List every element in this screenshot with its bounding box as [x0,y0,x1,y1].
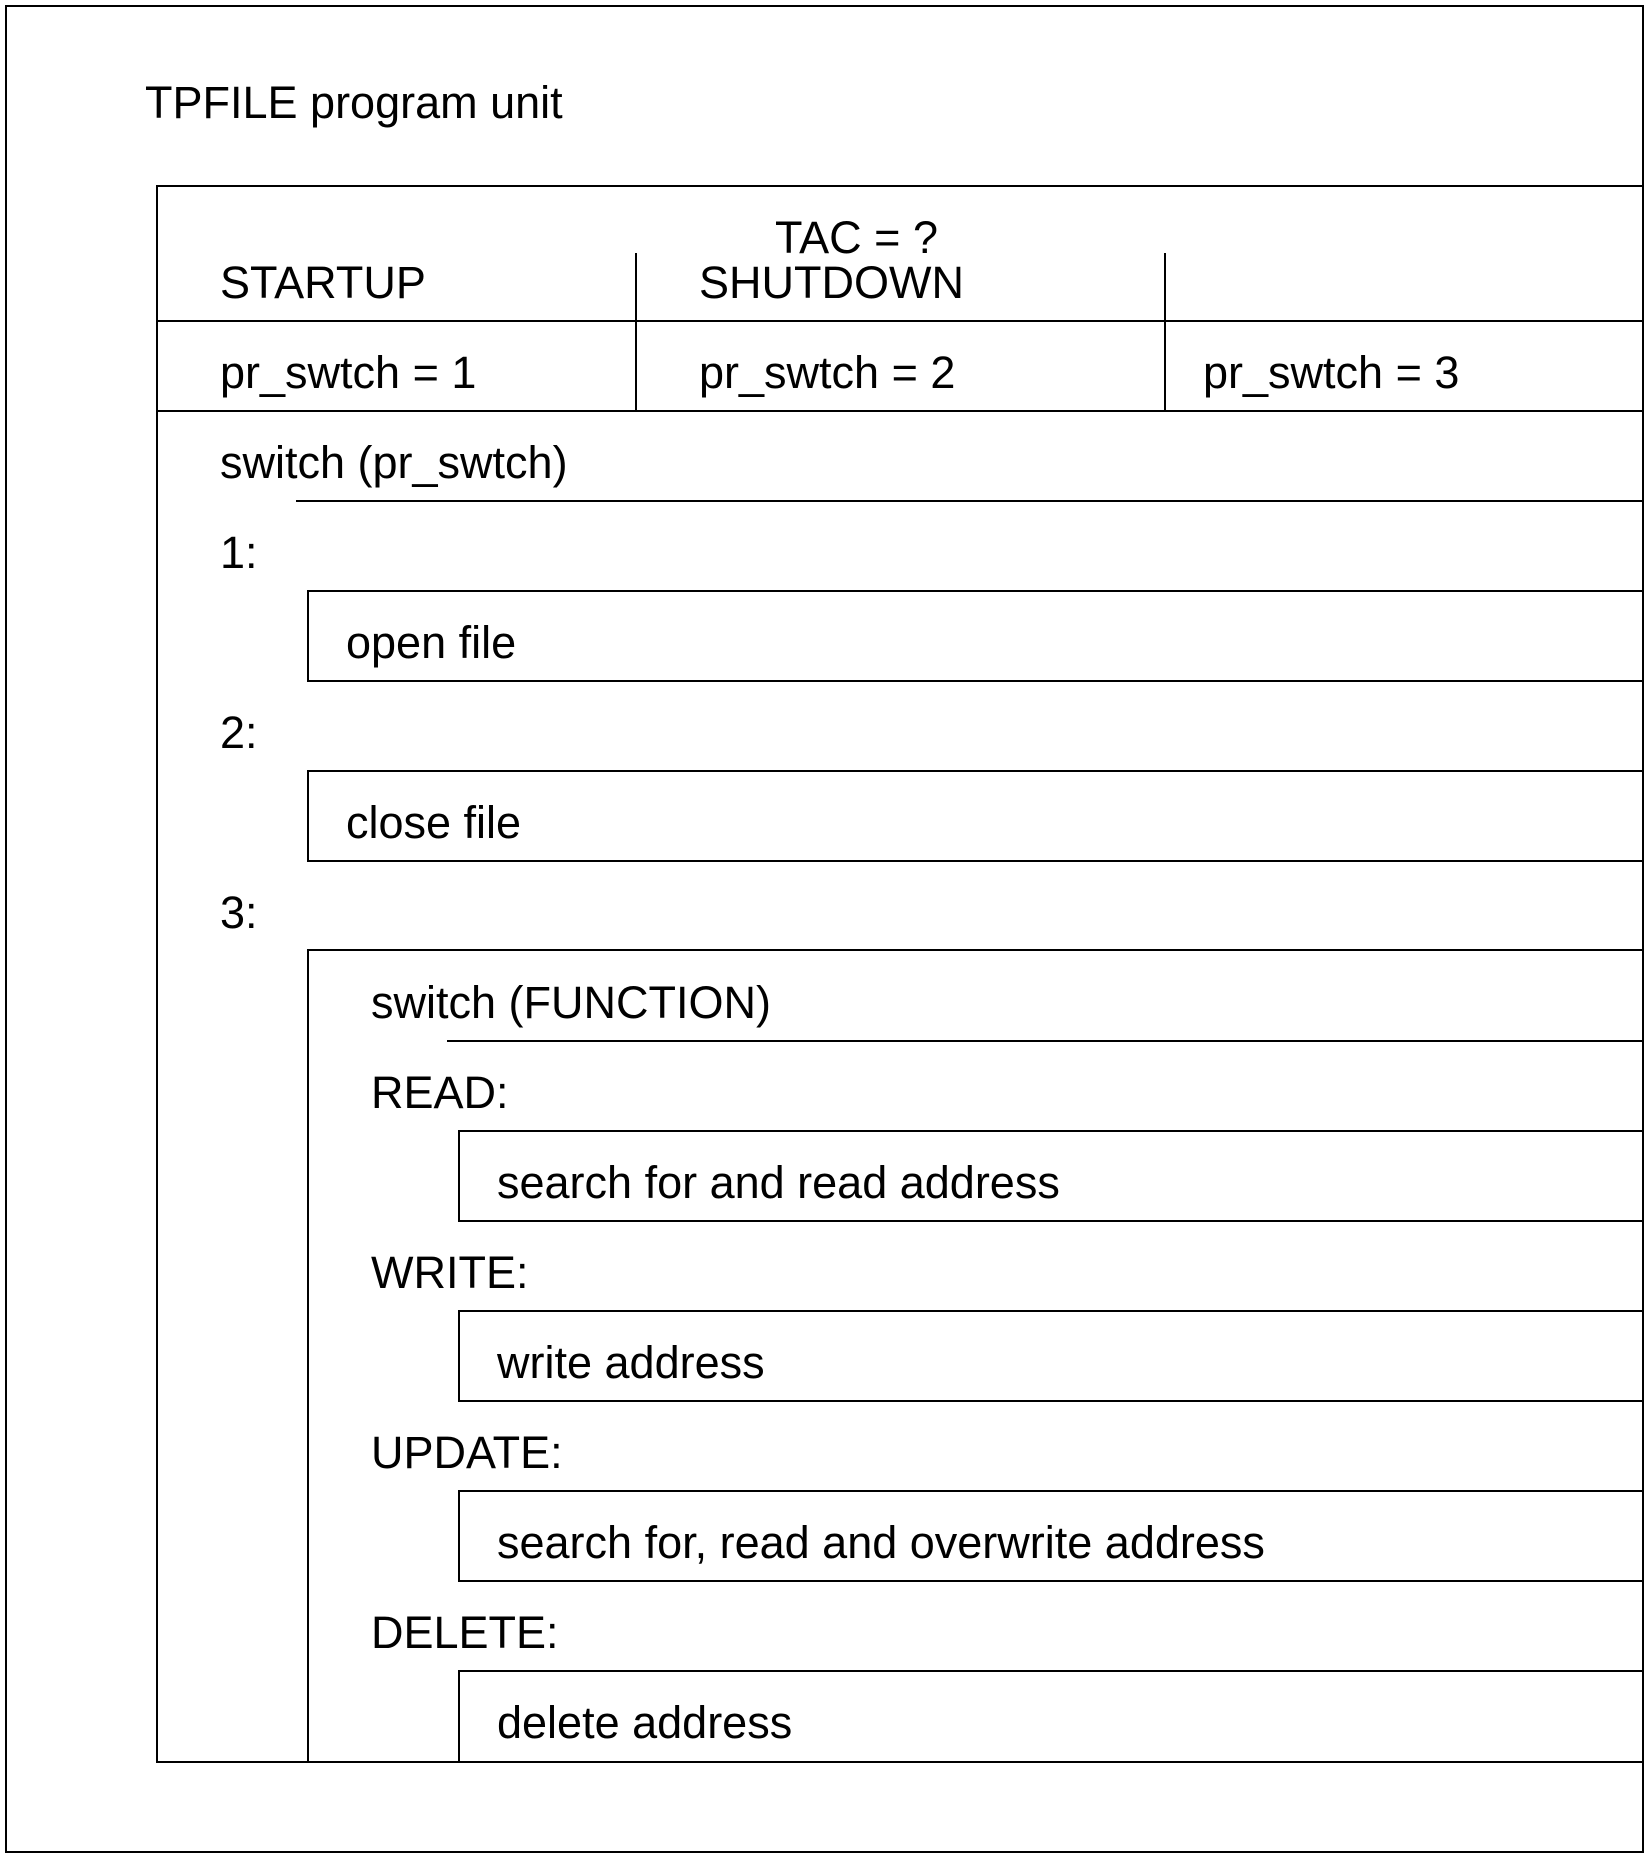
case-3-label: 3: [220,887,258,938]
open-file-action: open file [346,617,517,668]
startup-label: STARTUP [220,257,426,308]
shutdown-label: SHUTDOWN [699,257,964,308]
update-action: search for, read and overwrite address [497,1517,1265,1568]
delete-action: delete address [497,1697,793,1748]
switch-value-1: pr_swtch = 1 [220,347,477,398]
case-1-label: 1: [220,527,258,578]
close-file-action: close file [346,797,522,848]
delete-case-label: DELETE: [371,1607,559,1658]
tac-label: TAC = ? [775,212,938,263]
case-2-label: 2: [220,707,258,758]
update-case-label: UPDATE: [371,1427,563,1478]
inner-switch-label: switch (FUNCTION) [371,977,771,1028]
write-action: write address [497,1337,765,1388]
read-action: search for and read address [497,1157,1060,1208]
switch-value-2: pr_swtch = 2 [699,347,956,398]
unit-title: TPFILE program unit [145,77,563,128]
read-case-label: READ: [371,1067,509,1118]
outer-switch-label: switch (pr_swtch) [220,437,568,488]
switch-value-3: pr_swtch = 3 [1203,347,1460,398]
write-case-label: WRITE: [371,1247,529,1298]
